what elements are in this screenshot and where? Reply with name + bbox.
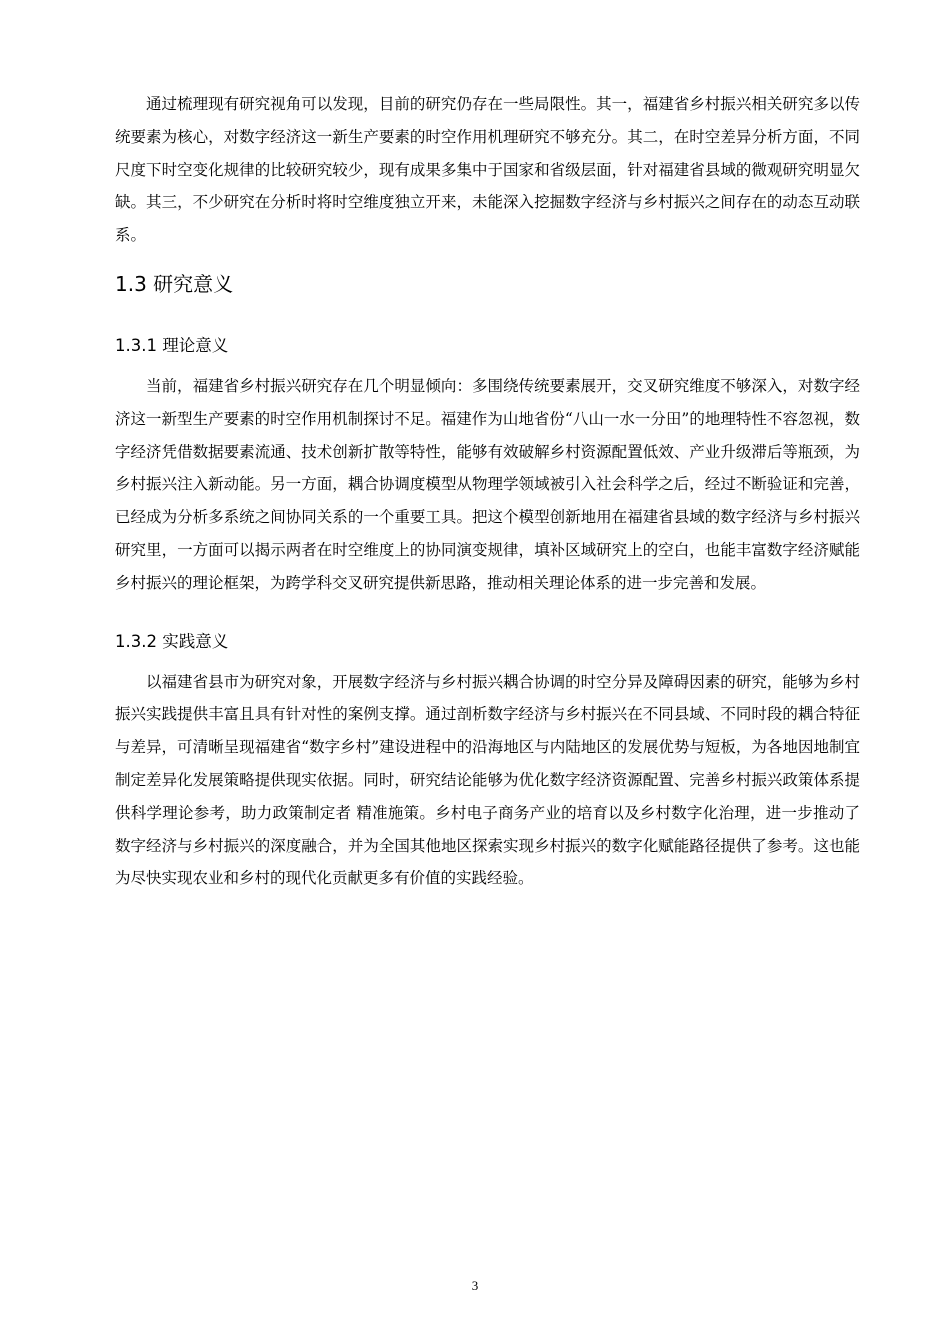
subsection-heading-theory: 1.3.1 理论意义 [115,335,229,355]
practice-paragraph: 以福建省县市为研究对象，开展数字经济与乡村振兴耦合协调的时空分异及障碍因素的研究，能够为乡村振兴实践提供丰富且具有针对性的案例支撑。通过剖析数字经济与乡村振兴在不同县域、不同时段的耦合特征与差异，可清晰呈现福建省“数字乡村”建设进程中的沿海地区与内陆地区的发展优势与短板，为各地因地制宜制定差异化发展策略提供现实依据。同时，研究结论能够为优化数字经济资源配置、完善乡村振兴政策体系提供科学理论参考，助力政策制定者 精准施策。乡村电子商务产业的培育以及乡村数字化治理，进一步推动了数字经济与乡村振兴的深度融合，并为全国其他地区探索实现乡村振兴的数字化赋能路径提供了参考。这也能为尽快实现农业和乡村的现代化贡献更多有价值的实践经验。 [115,672,860,888]
intro-paragraph: 通过梳理现有研究视角可以发现，目前的研究仍存在一些局限性。其一，福建省乡村振兴相关研究多以传统要素为核心，对数字经济这一新生产要素的时空作用机理研究不够充分。其二，在时空差异分析方面，不同尺度下时空变化规律的比较研究较少，现有成果多集中于国家和省级层面，针对福建省县域的微观研究明显欠缺。其三，不少研究在分析时将时空维度独立开来，未能深入挖掘数字经济与乡村振兴之间存在的动态互动联系。 [115,95,860,245]
theory-paragraph: 当前，福建省乡村振兴研究存在几个明显倾向：多围绕传统要素展开，交叉研究维度不够深入，对数字经济这一新型生产要素的时空作用机制探讨不足。福建作为山地省份“八山一水一分田”的地理特性不容忽视，数字经济凭借数据要素流通、技术创新扩散等特性，能够有效破解乡村资源配置低效、产业升级滞后等瓶颈，为乡村振兴注入新动能。另一方面，耦合协调度模型从物理学领域被引入社会科学之后，经过不断验证和完善，已经成为分析多系统之间协同关系的一个重要工具。把这个模型创新地用在福建省县域的数字经济与乡村振兴研究里，一方面可以揭示两者在时空维度上的协同演变规律，填补区域研究上的空白，也能丰富数字经济赋能乡村振兴的理论框架，为跨学科交叉研究提供新思路，推动相关理论体系的进一步完善和发展。 [115,376,860,592]
page-number: 3 [471,1278,479,1293]
section-heading: 1.3 研究意义 [115,271,234,296]
subsection-heading-practice: 1.3.2 实践意义 [115,631,229,651]
document-page [115,88,860,895]
